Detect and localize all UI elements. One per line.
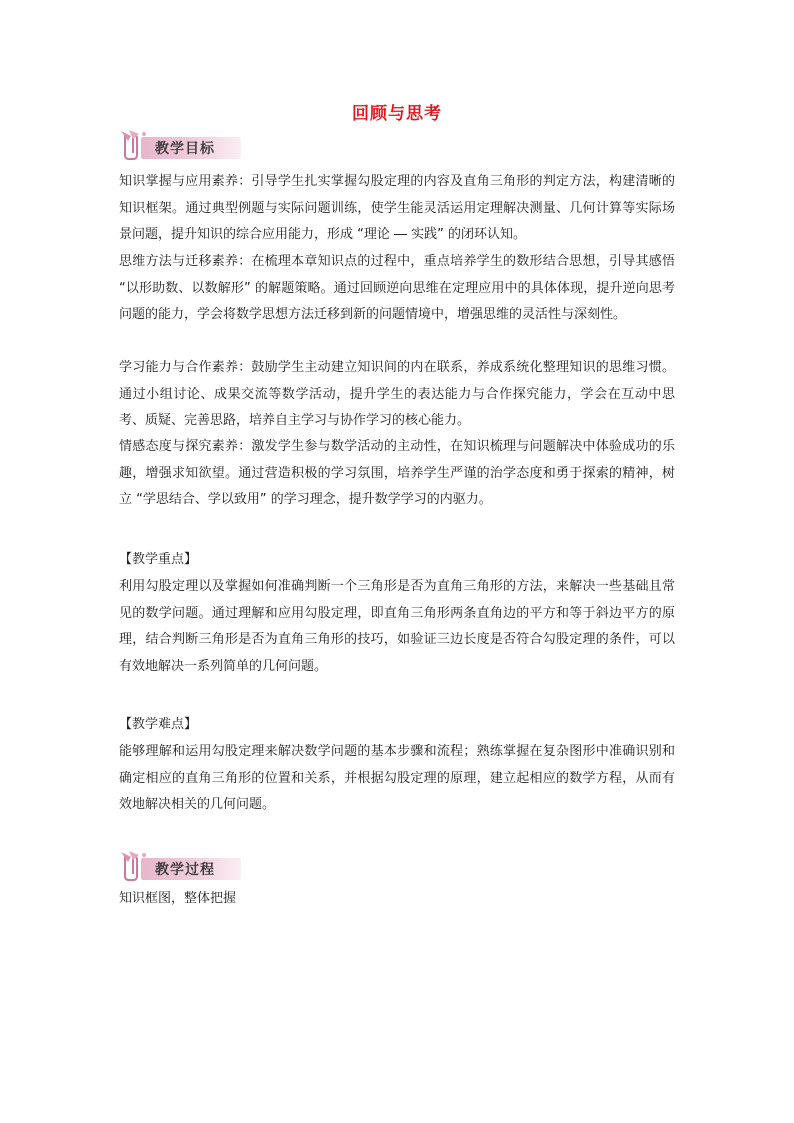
badge-label: 教学过程 bbox=[155, 862, 215, 878]
paper-clip-icon bbox=[119, 849, 159, 883]
page-title: 回顾与思考 bbox=[352, 104, 442, 124]
badge-label: 教学目标 bbox=[155, 141, 215, 157]
objective-paragraph: 情感态度与探究素养：激发学生参与数学活动的主动性，在知识梳理与问题解决中体验成功的乐趣，增强求知欲望。通过营造积极的学习氛围，培养学生严谨的治学态度和勇于探索的精神，树立 “学思结合、学以致用” 的学习理念，提升数学学习的内驱力。 bbox=[119, 439, 675, 507]
objective-paragraph: 知识掌握与应用素养：引导学生扎实掌握勾股定理的内容及直角三角形的判定方法，构建清晰的知识框架。通过典型例题与实际问题训练，使学生能灵活运用定理解决测量、几何计算等实际场景问题，提升知识的综合应用能力，形成 “理论 ― 实践” 的闭环认知。 bbox=[119, 174, 675, 242]
difficulties-heading: 【教学难点】 bbox=[119, 717, 198, 732]
objective-paragraph: 思维方法与迁移素养：在梳理本章知识点的过程中，重点培养学生的数形结合思想，引导其感悟 “以形助数、以数解形” 的解题策略。通过回顾逆向思维在定理应用中的具体体现，提升逆向思考问题的能力，学会将数学思想方法迁移到新的问题情境中，增强思维的灵活性与深刻性。 bbox=[119, 254, 680, 322]
difficulties-paragraph: 能够理解和运用勾股定理来解决数学问题的基本步骤和流程；熟练掌握在复杂图形中准确识别和确定相应的直角三角形的位置和关系，并根据勾股定理的原理，建立起相应的数学方程，从而有效地解决相关的几何问题。 bbox=[119, 744, 675, 812]
process-badge bbox=[119, 849, 243, 883]
objectives-badge bbox=[119, 128, 243, 162]
paper-clip-icon bbox=[119, 128, 159, 162]
key-points-heading: 【教学重点】 bbox=[119, 552, 198, 567]
objective-paragraph: 学习能力与合作素养：鼓励学生主动建立知识间的内在联系，养成系统化整理知识的思维习惯。通过小组讨论、成果交流等数学活动，提升学生的表达能力与合作探究能力，学会在互动中思考、质疑、完善思路，培养自主学习与协作学习的核心能力。 bbox=[119, 360, 675, 428]
process-intro: 知识框图，整体把握 bbox=[119, 891, 237, 906]
key-points-paragraph: 利用勾股定理以及掌握如何准确判断一个三角形是否为直角三角形的方法，来解决一些基础且常见的数学问题。通过理解和应用勾股定理，即直角三角形两条直角边的平方和等于斜边平方的原理，结合判断三角形是否为直角三角形的技巧，如验证三边长度是否符合勾股定理的条件，可以有效地解决一系列简单的几何问题。 bbox=[119, 579, 675, 674]
